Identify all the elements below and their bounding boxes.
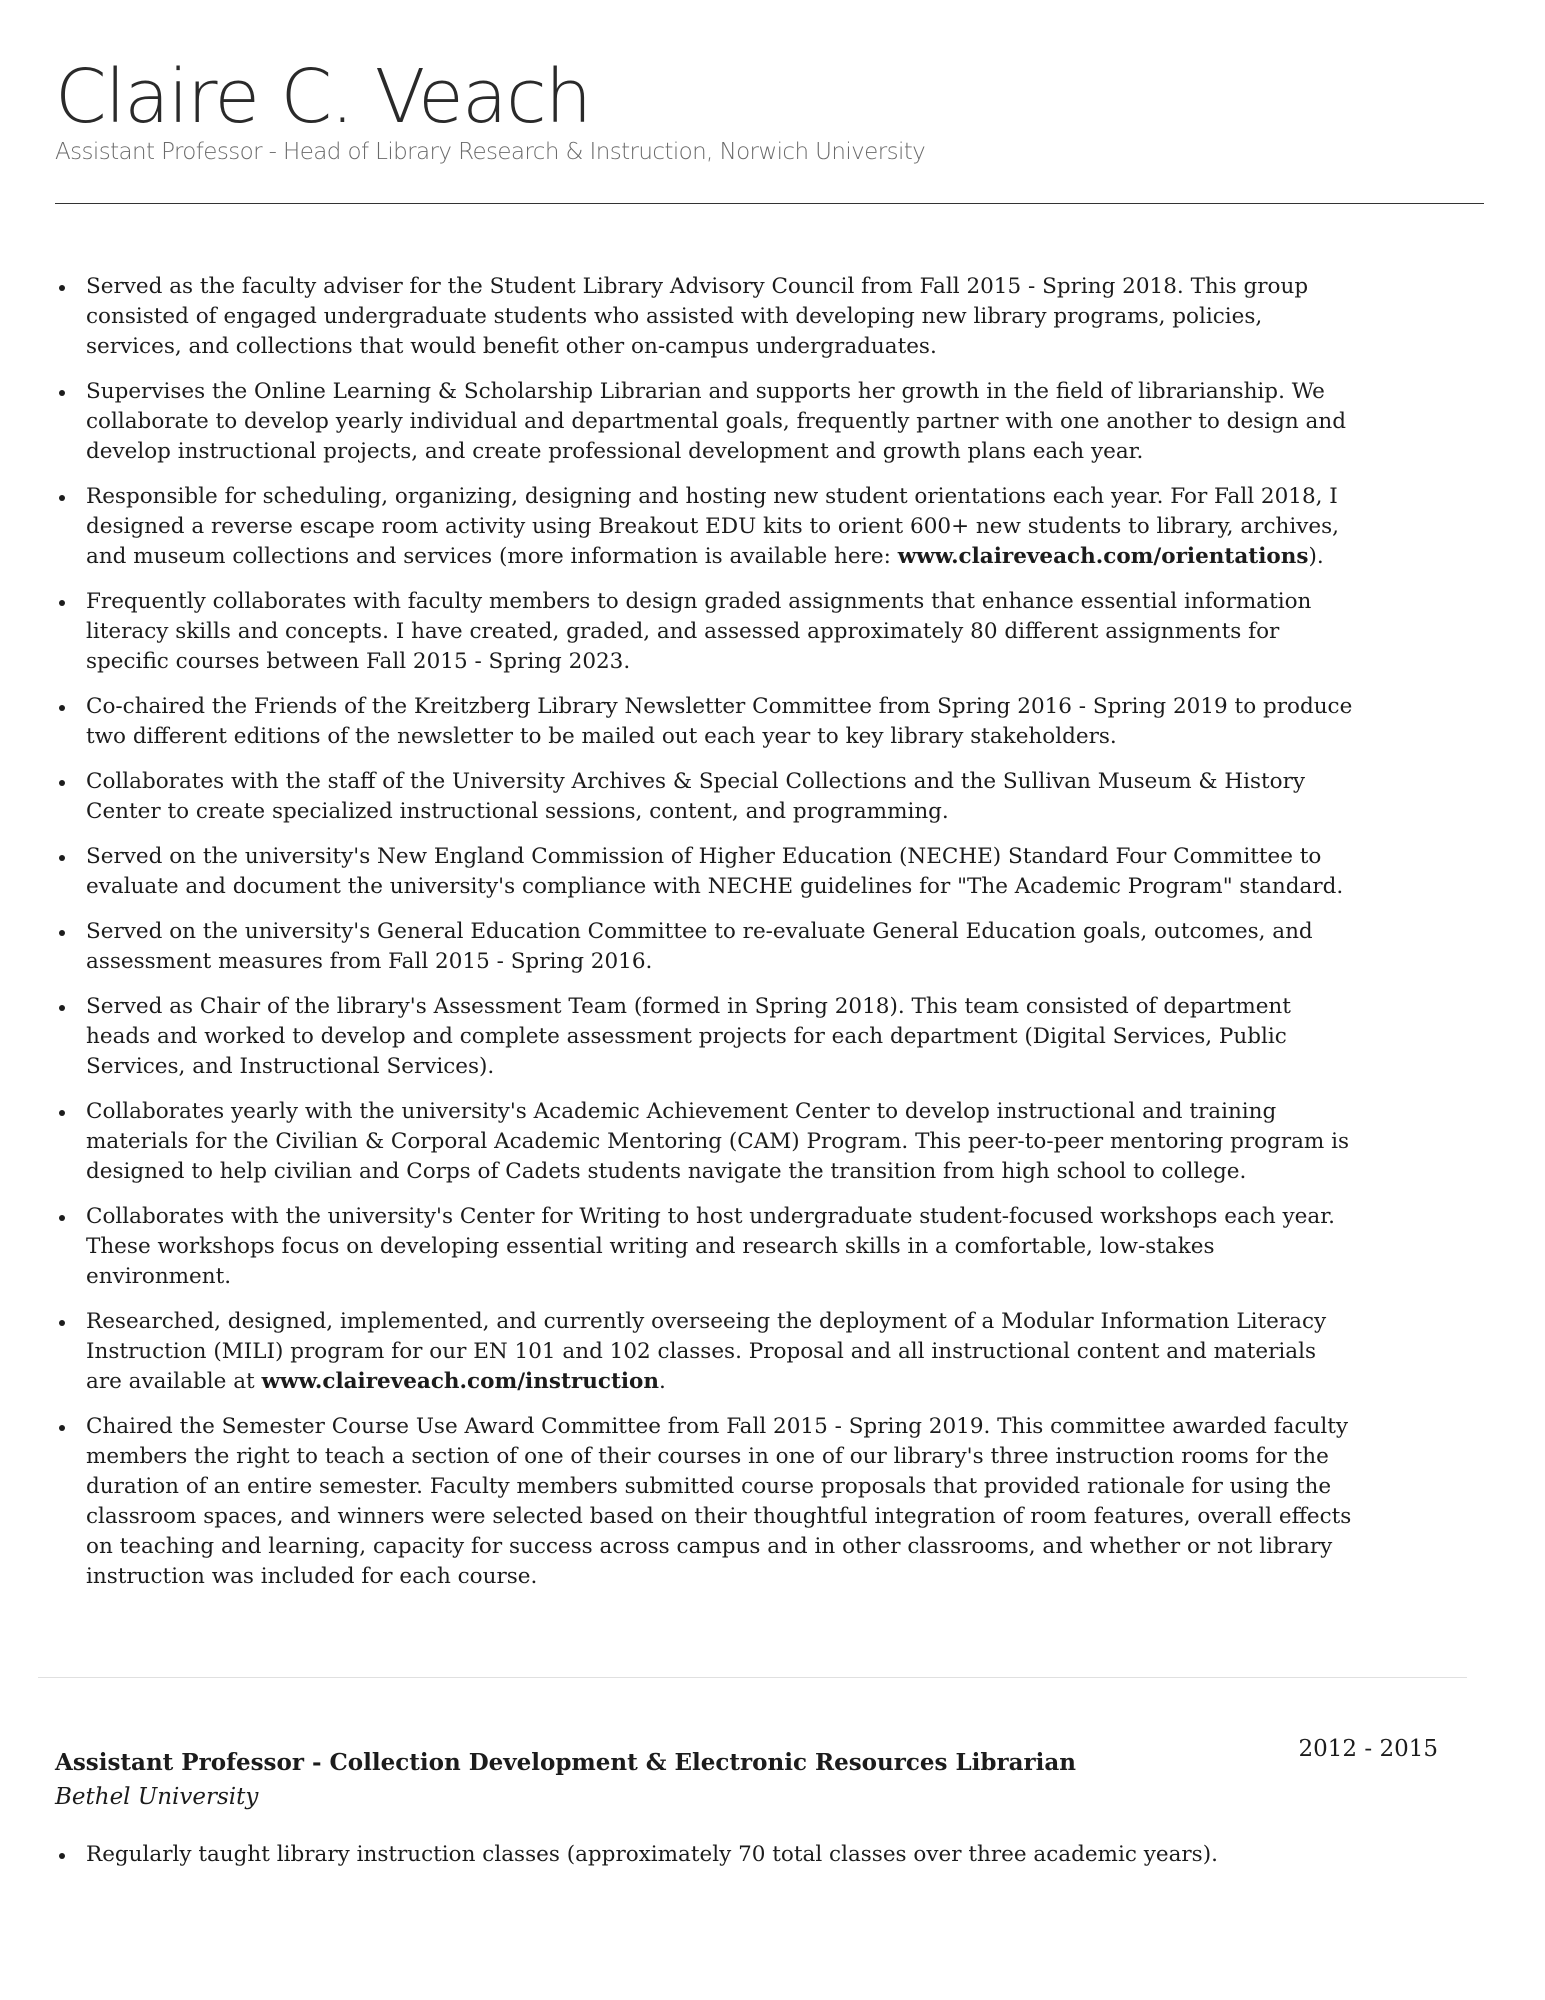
list-item-text: Supervises the Online Learning & Scholarship Librarian and supports her growth in the field of librarianship. We collaborate to develop yearly individual and departmental goals, frequently partner with one another to design and develop instructional projects, and create professional development and growth plans each year.: [86, 379, 1346, 464]
list-item: [55, 1202, 1355, 1292]
header-divider: [55, 203, 1484, 204]
list-item: [55, 1412, 1355, 1592]
list-item-text: ).: [1308, 544, 1324, 569]
list-item: [55, 917, 1355, 977]
list-item: [55, 1840, 1355, 1870]
list-item: [55, 377, 1355, 467]
candidate-subtitle: Assistant Professor - Head of Library Research & Instruction, Norwich University: [55, 139, 926, 165]
job-title: Assistant Professor - Collection Development & Electronic Resources Librarian: [55, 1749, 1076, 1776]
list-item-text: Co-chaired the Friends of the Kreitzberg Library Newsletter Committee from Spring 2016 - Spring 2019 to produce two different editions of the newsletter to be mailed out each year to key library stakeholders.: [86, 694, 1353, 749]
list-item-text: Served on the university's New England Commission of Higher Education (NECHE) Standard Four Committee to evaluate and document the university's compliance with NECHE guidelines for "The Academic Program" standard.: [86, 844, 1344, 899]
responsibilities-list: [55, 272, 1355, 1607]
list-item-text: Regularly taught library instruction classes (approximately 70 total classes over three academic years).: [86, 1842, 1218, 1867]
list-item-text: Collaborates with the staff of the University Archives & Special Collections and the Sullivan Museum & History Center to create specialized instructional sessions, content, and programming.: [86, 769, 1306, 824]
list-item: [55, 992, 1355, 1082]
list-item: [55, 692, 1355, 752]
list-item-text: Collaborates with the university's Center for Writing to host undergraduate student-focused workshops each year. These workshops focus on developing essential writing and research skills in a comfortable, low-stakes environment.: [86, 1204, 1335, 1289]
list-item-text: Collaborates yearly with the university's Academic Achievement Center to develop instructional and training materials for the Civilian & Corporal Academic Mentoring (CAM) Program. This peer-to-peer mentoring program is designed to help civilian and Corps of Cadets students navigate the transition from high school to college.: [86, 1099, 1350, 1184]
instruction-link[interactable]: www.claireveach.com/instruction: [261, 1369, 660, 1394]
list-item-text: Responsible for scheduling, organizing, designing and hosting new student orientations each year. For Fall 2018, I designed a reverse escape room activity using Breakout EDU kits to orient 600+ new students to library, archives, and museum collections and services (more information is available here:: [86, 484, 1339, 569]
list-item-text: Chaired the Semester Course Use Award Committee from Fall 2015 - Spring 2019. This committee awarded faculty members the right to teach a section of one of their courses in one of our library's three instruction rooms for the duration of an entire semester. Faculty members submitted course proposals that provided rationale for using the classroom spaces, and winners were selected based on their thoughtful integration of room features, overall effects on teaching and learning, capacity for success across campus and in other classrooms, and whether or not library instruction was included for each course.: [86, 1414, 1352, 1589]
job-organization: Bethel University: [55, 1784, 259, 1810]
list-item-text: Served on the university's General Education Committee to re-evaluate General Education goals, outcomes, and assessment measures from Fall 2015 - Spring 2016.: [86, 919, 1313, 974]
list-item: [55, 1097, 1355, 1187]
list-item: [55, 1307, 1355, 1397]
section-divider: [38, 1677, 1467, 1678]
bethel-responsibilities-list: [55, 1840, 1355, 1885]
list-item-text: Served as the faculty adviser for the Student Library Advisory Council from Fall 2015 - Spring 2018. This group consisted of engaged undergraduate students who assisted with developing new library programs, policies, services, and collections that would benefit other on-campus undergraduates.: [86, 274, 1309, 359]
list-item: [55, 767, 1355, 827]
list-item: [55, 587, 1355, 677]
candidate-name: Claire C. Veach: [55, 54, 591, 140]
orientations-link[interactable]: www.claireveach.com/orientations: [897, 544, 1309, 569]
job-dates: 2012 - 2015: [1298, 1736, 1438, 1762]
list-item: [55, 272, 1355, 362]
list-item: [55, 842, 1355, 902]
list-item-text: Researched, designed, implemented, and currently overseeing the deployment of a Modular Information Literacy Instruction (MILI) program for our EN 101 and 102 classes. Proposal and all instructional content and materials are available at: [86, 1309, 1327, 1394]
list-item-text: Frequently collaborates with faculty members to design graded assignments that enhance essential information literacy skills and concepts. I have created, graded, and assessed approximately 80 different assignments for specific courses between Fall 2015 - Spring 2023.: [86, 589, 1312, 674]
list-item-text: .: [659, 1369, 666, 1394]
list-item: [55, 482, 1355, 572]
list-item-text: Served as Chair of the library's Assessment Team (formed in Spring 2018). This team consisted of department heads and worked to develop and complete assessment projects for each department (Digital Services, Public Services, and Instructional Services).: [86, 994, 1291, 1079]
